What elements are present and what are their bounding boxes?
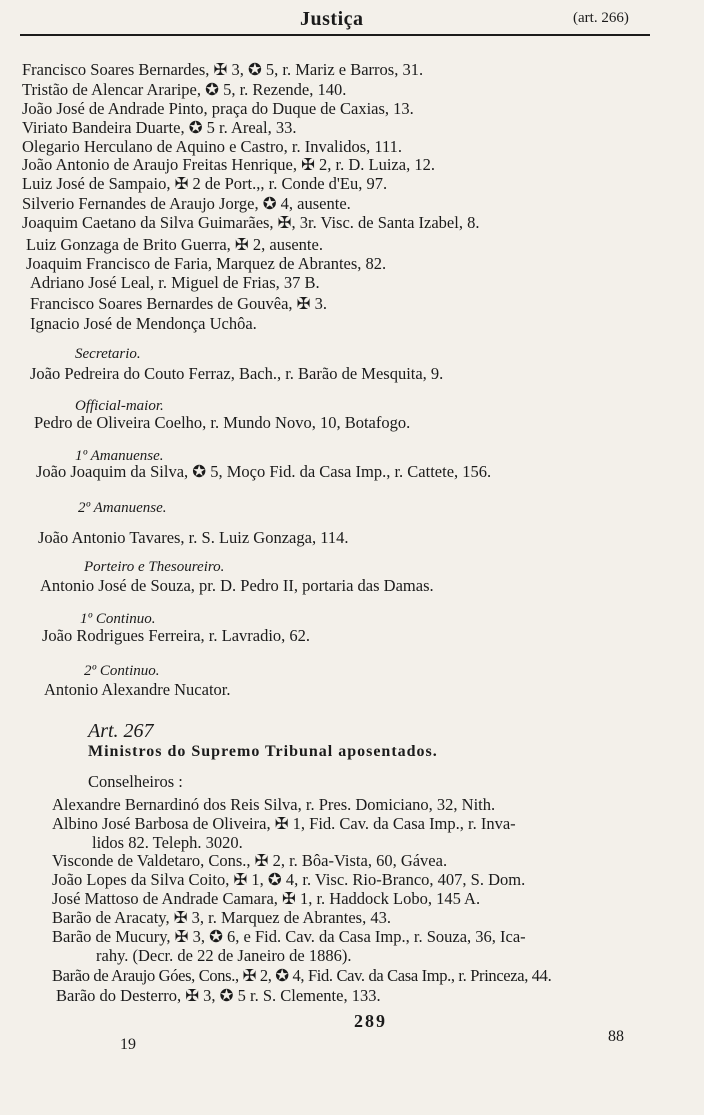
signature-mark: 19 [120,1036,136,1053]
office-label: 1º Amanuense. [75,448,164,464]
page-number: 289 [354,1011,387,1031]
retired-minister-line: Alexandre Bernardinó dos Reis Silva, r. Pres. Domiciano, 32, Nith. [52,795,496,814]
member-line: Joaquim Caetano da Silva Guimarães, ✠, 3r. Visc. de Santa Izabel, 8. [22,213,480,232]
header-rule [20,34,650,36]
office-holder: Pedro de Oliveira Coelho, r. Mundo Novo, 10, Botafogo. [34,413,411,432]
office-holder: João Antonio Tavares, r. S. Luiz Gonzaga, 114. [38,528,349,547]
retired-minister-line: Barão do Desterro, ✠ 3, ✪ 5 r. S. Clemente, 133. [56,986,381,1005]
running-title: Justiça [300,8,364,30]
office-holder: João Joaquim da Silva, ✪ 5, Moço Fid. da Casa Imp., r. Cattete, 156. [36,462,492,481]
member-line: Luiz José de Sampaio, ✠ 2 de Port.,, r. Conde d'Eu, 97. [22,174,388,193]
office-label: Porteiro e Thesoureiro. [84,559,225,575]
office-label: Official-maior. [75,398,164,414]
article-number: Art. 267 [88,720,154,742]
member-line: Francisco Soares Bernardes de Gouvêa, ✠ 3. [30,294,327,313]
member-line: Joaquim Francisco de Faria, Marquez de Abrantes, 82. [26,254,387,273]
office-label: 2º Continuo. [84,663,160,679]
member-line: Silverio Fernandes de Araujo Jorge, ✪ 4, ausente. [22,194,351,213]
member-line: Ignacio José de Mendonça Uchôa. [30,314,257,333]
retired-minister-line: José Mattoso de Andrade Camara, ✠ 1, r. Haddock Lobo, 145 A. [52,889,481,908]
office-label: 1º Continuo. [80,611,156,627]
article-heading: Ministros do Supremo Tribunal aposentados. [88,743,438,760]
office-label: 2º Amanuense. [78,500,167,516]
member-line: Luiz Gonzaga de Brito Guerra, ✠ 2, ausente. [26,235,323,254]
retired-minister-line: Barão de Aracaty, ✠ 3, r. Marquez de Abrantes, 43. [52,908,391,927]
retired-minister-line: lidos 82. Teleph. 3020. [92,833,243,852]
member-line: Francisco Soares Bernardes, ✠ 3, ✪ 5, r. Mariz e Barros, 31. [22,60,424,79]
member-line: Tristão de Alencar Araripe, ✪ 5, r. Rezende, 140. [22,80,347,99]
office-holder: João Rodrigues Ferreira, r. Lavradio, 62. [42,626,311,645]
member-line: João Antonio de Araujo Freitas Henrique, ✠ 2, r. D. Luiza, 12. [22,155,435,174]
retired-minister-line: Visconde de Valdetaro, Cons., ✠ 2, r. Bôa-Vista, 60, Gávea. [52,851,448,870]
article-subheading: Conselheiros : [88,772,183,791]
office-label: Secretario. [75,346,141,362]
retired-minister-line: Barão de Araujo Góes, Cons., ✠ 2, ✪ 4, Fid. Cav. da Casa Imp., r. Princeza, 44. [52,966,552,985]
office-holder: João Pedreira do Couto Ferraz, Bach., r. Barão de Mesquita, 9. [30,364,444,383]
retired-minister-line: João Lopes da Silva Coito, ✠ 1, ✪ 4, r. Visc. Rio-Branco, 407, S. Dom. [52,870,526,889]
member-line: João José de Andrade Pinto, praça do Duque de Caxias, 13. [22,99,414,118]
retired-minister-line: rahy. (Decr. de 22 de Janeiro de 1886). [96,946,352,965]
office-holder: Antonio José de Souza, pr. D. Pedro II, portaria das Damas. [40,576,434,595]
retired-minister-line: Barão de Mucury, ✠ 3, ✪ 6, e Fid. Cav. da Casa Imp., r. Souza, 36, Ica- [52,927,526,946]
office-holder: Antonio Alexandre Nucator. [44,680,231,699]
member-line: Adriano José Leal, r. Miguel de Frias, 37 B. [30,273,320,292]
member-line: Viriato Bandeira Duarte, ✪ 5 r. Areal, 33. [22,118,297,137]
footer-number: 88 [608,1028,624,1045]
member-line: Olegario Herculano de Aquino e Castro, r. Invalidos, 111. [22,137,403,156]
article-reference: (art. 266) [573,10,629,26]
retired-minister-line: Albino José Barbosa de Oliveira, ✠ 1, Fid. Cav. da Casa Imp., r. Inva- [52,814,516,833]
